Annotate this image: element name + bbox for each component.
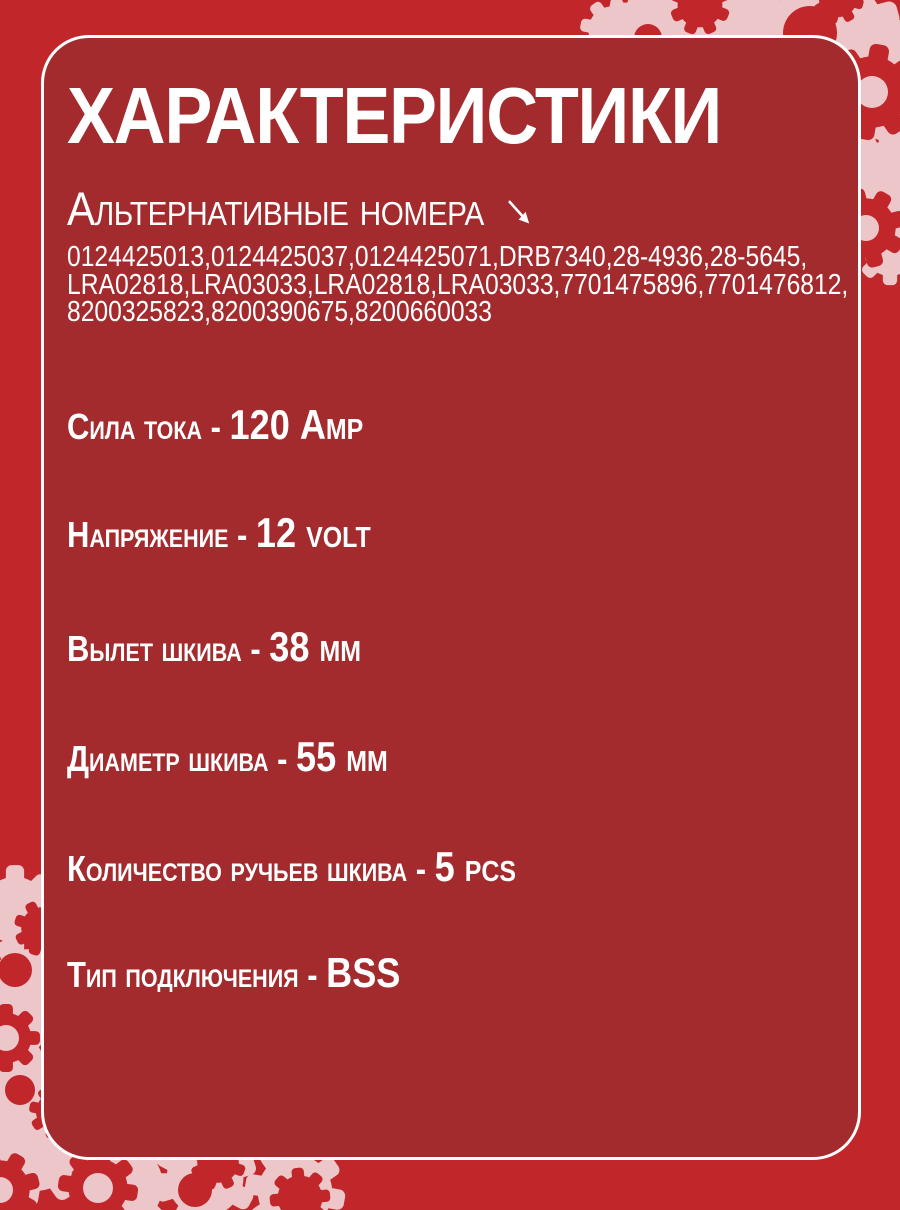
spec-label: Диаметр шкива [67, 738, 269, 779]
spec-label: Вылет шкива [67, 628, 242, 669]
spec-row-connection-type [67, 949, 455, 997]
spec-value: 38 мм [269, 623, 362, 670]
spec-separator: - [237, 514, 248, 555]
alt-numbers-line: LRA02818,LRA03033,LRA02818,LRA03033,7701475896,7701476812, [67, 268, 849, 301]
spec-separator: - [250, 628, 261, 669]
spec-card [41, 35, 861, 1160]
spec-separator: - [307, 954, 318, 995]
cursor-arrow-icon [504, 195, 538, 233]
alt-numbers-heading: Альтернативные номера [67, 182, 484, 235]
spec-value: 12 volt [255, 509, 371, 556]
spec-row-current [67, 401, 412, 449]
spec-separator: - [277, 738, 288, 779]
spec-row-voltage [67, 509, 420, 557]
spec-row-pulley-grooves [67, 843, 589, 891]
page-title: ХАРАКТЕРИСТИКИ [67, 71, 721, 160]
alt-numbers-list [67, 241, 849, 328]
spec-value: 55 мм [296, 733, 388, 780]
spec-label: Сила тока [67, 406, 203, 447]
spec-value: 120 Amp [229, 401, 364, 448]
alt-numbers-line: 8200325823,8200390675,8200660033 [67, 296, 492, 328]
spec-value: BSS [326, 949, 401, 996]
spec-value: 5 pcs [434, 843, 517, 890]
spec-row-pulley-diameter [67, 733, 440, 781]
spec-label: Тип подключения [67, 954, 299, 995]
spec-row-pulley-offset [67, 623, 409, 671]
spec-separator: - [415, 848, 427, 889]
alt-numbers-heading-row [67, 182, 538, 235]
spec-separator: - [210, 406, 221, 447]
spec-label: Количество ручьев шкива [67, 848, 408, 889]
alt-numbers-line: 0124425013,0124425037,0124425071,DRB7340,28-4936,28-5645, [67, 241, 808, 273]
spec-label: Напряжение [67, 514, 229, 555]
